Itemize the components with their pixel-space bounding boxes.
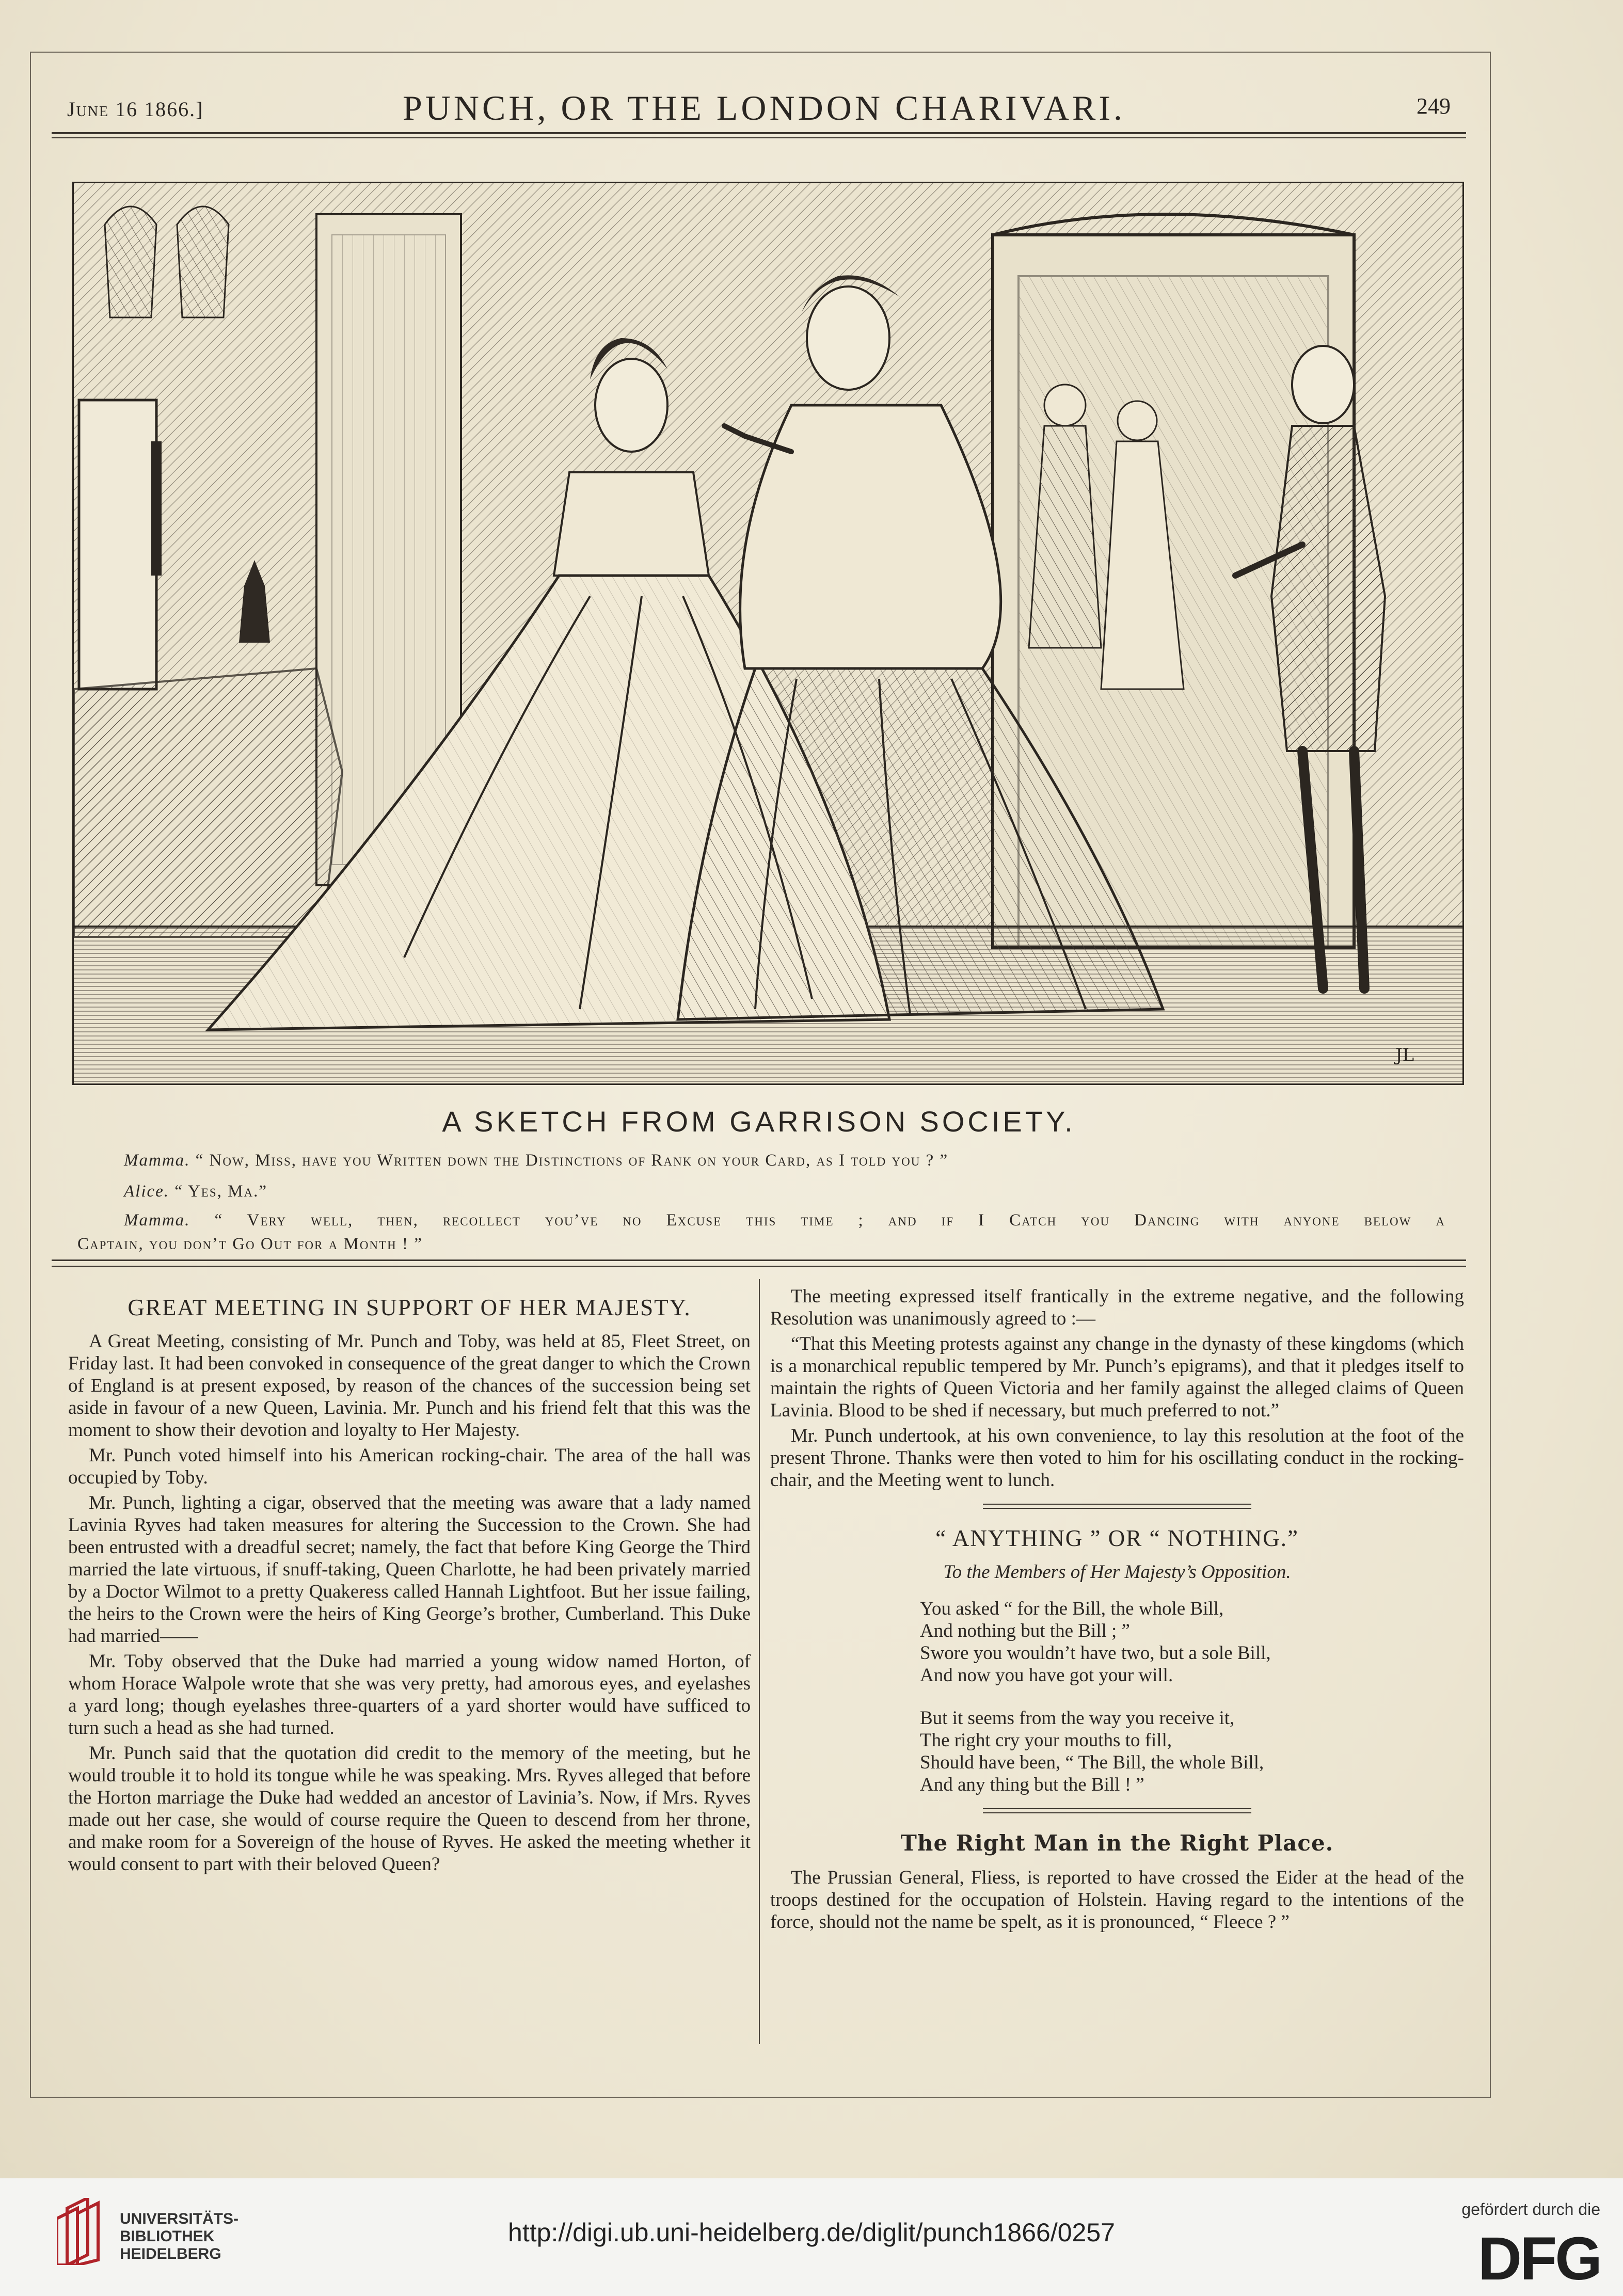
poem-line: Swore you wouldn’t have two, but a sole Bill, xyxy=(920,1643,1271,1664)
poem-subtitle: To the Members of Her Majesty’s Opposition. xyxy=(943,1561,1291,1583)
paragraph: Mr. Toby observed that the Duke had married a young widow named Horton, of whom Horace Walpole wrote that she was very pretty, had amorous eyes, and eyelashes a yard long; though eyelashes three-quarters of a yard shorter would have sufficed to turn such a head as she had turned. xyxy=(68,1651,751,1739)
running-header xyxy=(67,88,1461,129)
speaker: Mamma. xyxy=(124,1211,190,1230)
poem-line: Should have been, “ The Bill, the whole Bill, xyxy=(920,1752,1264,1773)
caption-line xyxy=(124,1151,948,1170)
left-column xyxy=(68,1285,751,1878)
cartoon-title: A SKETCH FROM GARRISON SOCIETY. xyxy=(442,1105,1076,1138)
library-name-line: UNIVERSITÄTS- xyxy=(120,2210,239,2227)
funding-label: gefördert durch die xyxy=(1461,2200,1600,2219)
page-number: 249 xyxy=(1417,93,1451,119)
header-rule-thin xyxy=(52,137,1466,138)
paragraph: Mr. Punch voted himself into his American rocking-chair. The area of the hall was occupied by Toby. xyxy=(68,1445,751,1488)
poem-line: You asked “ for the Bill, the whole Bill, xyxy=(920,1598,1224,1619)
article-heading: GREAT MEETING IN SUPPORT OF HER MAJESTY. xyxy=(128,1295,691,1320)
poem xyxy=(920,1598,1464,1796)
column-divider xyxy=(759,1279,760,2044)
library-name-line: BIBLIOTHEK xyxy=(120,2228,215,2245)
permalink[interactable]: http://digi.ub.uni-heidelberg.de/diglit/punch1866/0257 xyxy=(508,2218,1115,2247)
section-rule xyxy=(52,1259,1466,1261)
dfg-logo: DFG xyxy=(1477,2225,1600,2293)
poem-line: And nothing but the Bill ; ” xyxy=(920,1620,1130,1641)
dialogue: “ Now, Miss, have you Written down the Distinctions of Rank on your Card, as I told you ? ” xyxy=(195,1151,949,1170)
poem-line: And any thing but the Bill ! ” xyxy=(920,1774,1144,1795)
dialogue: “ Very well, then, recollect you’ve no Excuse this time ; and if I Catch you Dancing with anyone below a xyxy=(214,1211,1445,1230)
caption-line xyxy=(124,1182,267,1201)
issue-date: June 16 1866.] xyxy=(67,98,204,121)
poem-title: “ ANYTHING ” OR “ NOTHING.” xyxy=(935,1525,1299,1551)
paragraph: Mr. Punch said that the quotation did credit to the memory of the meeting, but he would trouble it to hold its tongue while he was speaking. Mrs. Ryves alleged that before the Horton marriage the Duke had wedded an ancestor of Lavinia’s. Now, if Mrs. Ryves made out her case, she would of course require the Queen to descend from her throne, and make room for a Sovereign of the house of Ryves. He asked the meeting whether it would consent to part with their beloved Queen? xyxy=(68,1743,751,1875)
speaker: Alice. xyxy=(124,1182,170,1201)
paragraph: The meeting expressed itself frantically in the extreme negative, and the following Resolution was unanimously agreed to :— xyxy=(770,1286,1464,1329)
divider-rule xyxy=(983,1808,1251,1813)
article-heading: The Right Man in the Right Place. xyxy=(900,1830,1334,1856)
paragraph: Mr. Punch undertook, at his own convenience, to lay this resolution at the foot of the present Throne. Thanks were then voted to him for his oscillating conduct in the rocking-chair, and the Meeting went to lunch. xyxy=(770,1425,1464,1491)
stanza-break xyxy=(920,1686,1464,1707)
section-rule-thin xyxy=(52,1266,1466,1267)
paragraph: “That this Meeting protests against any change in the dynasty of these kingdoms (which is a monarchical republic tempered by Mr. Punch’s epigrams), and that it pledges itself to maintain the rights of Queen Victoria and her family against the alleged claims of Queen Lavinia. Blood to be shed if necessary, but much preferred to not.” xyxy=(770,1333,1464,1421)
dialogue: “ Yes, Ma.” xyxy=(174,1182,267,1201)
cartoon-engraving xyxy=(74,183,1462,1083)
caption-line-continued: Captain, you don’t Go Out for a Month ! ” xyxy=(77,1235,423,1253)
paragraph: A Great Meeting, consisting of Mr. Punch and Toby, was held at 85, Fleet Street, on Friday last. It had been convoked in consequence of the great danger to which the Crown of England is at present exposed, by reason of the chances of the succession being set aside in favour of a new Queen, Lavinia. Mr. Punch and his friend felt that this was the moment to show their devotion and loyalty to Her Majesty. xyxy=(68,1331,751,1441)
header-rule xyxy=(52,132,1466,134)
artist-monogram: JL xyxy=(1395,1045,1414,1065)
paragraph: The Prussian General, Fliess, is reported to have crossed the Eider at the head of the troops destined for the occupation of Holstein. Having regard to the intentions of the force, should not the name be spelt, as it is pronounced, “ Fleece ? ” xyxy=(770,1867,1464,1933)
poem-line: The right cry your mouths to fill, xyxy=(920,1730,1172,1751)
divider-rule xyxy=(983,1504,1251,1509)
caption-line xyxy=(124,1211,1445,1230)
library-name-line: HEIDELBERG xyxy=(120,2245,221,2262)
journal-title: PUNCH, OR THE LONDON CHARIVARI. xyxy=(402,88,1125,127)
poem-line: And now you have got your will. xyxy=(920,1665,1173,1686)
paragraph: Mr. Punch, lighting a cigar, observed that the meeting was aware that a lady named Lavinia Ryves had taken measures for altering the Succession to the Crown. She had been entrusted with a dreadful secret; namely, the fact that before King George the Third married the late virtuous, if snuff-taking, Queen Charlotte, he had been privately married by a Doctor Wilmot to a pretty Quakeress called Hannah Lightfoot. But her issue failing, the heirs to the Crown were the heirs of King George’s brother, Cumberland. This Duke had married—— xyxy=(68,1492,751,1647)
cartoon-illustration xyxy=(72,182,1464,1085)
speaker: Mamma. xyxy=(124,1151,190,1170)
poem-line: But it seems from the way you receive it, xyxy=(920,1708,1235,1729)
right-column xyxy=(770,1285,1464,1936)
